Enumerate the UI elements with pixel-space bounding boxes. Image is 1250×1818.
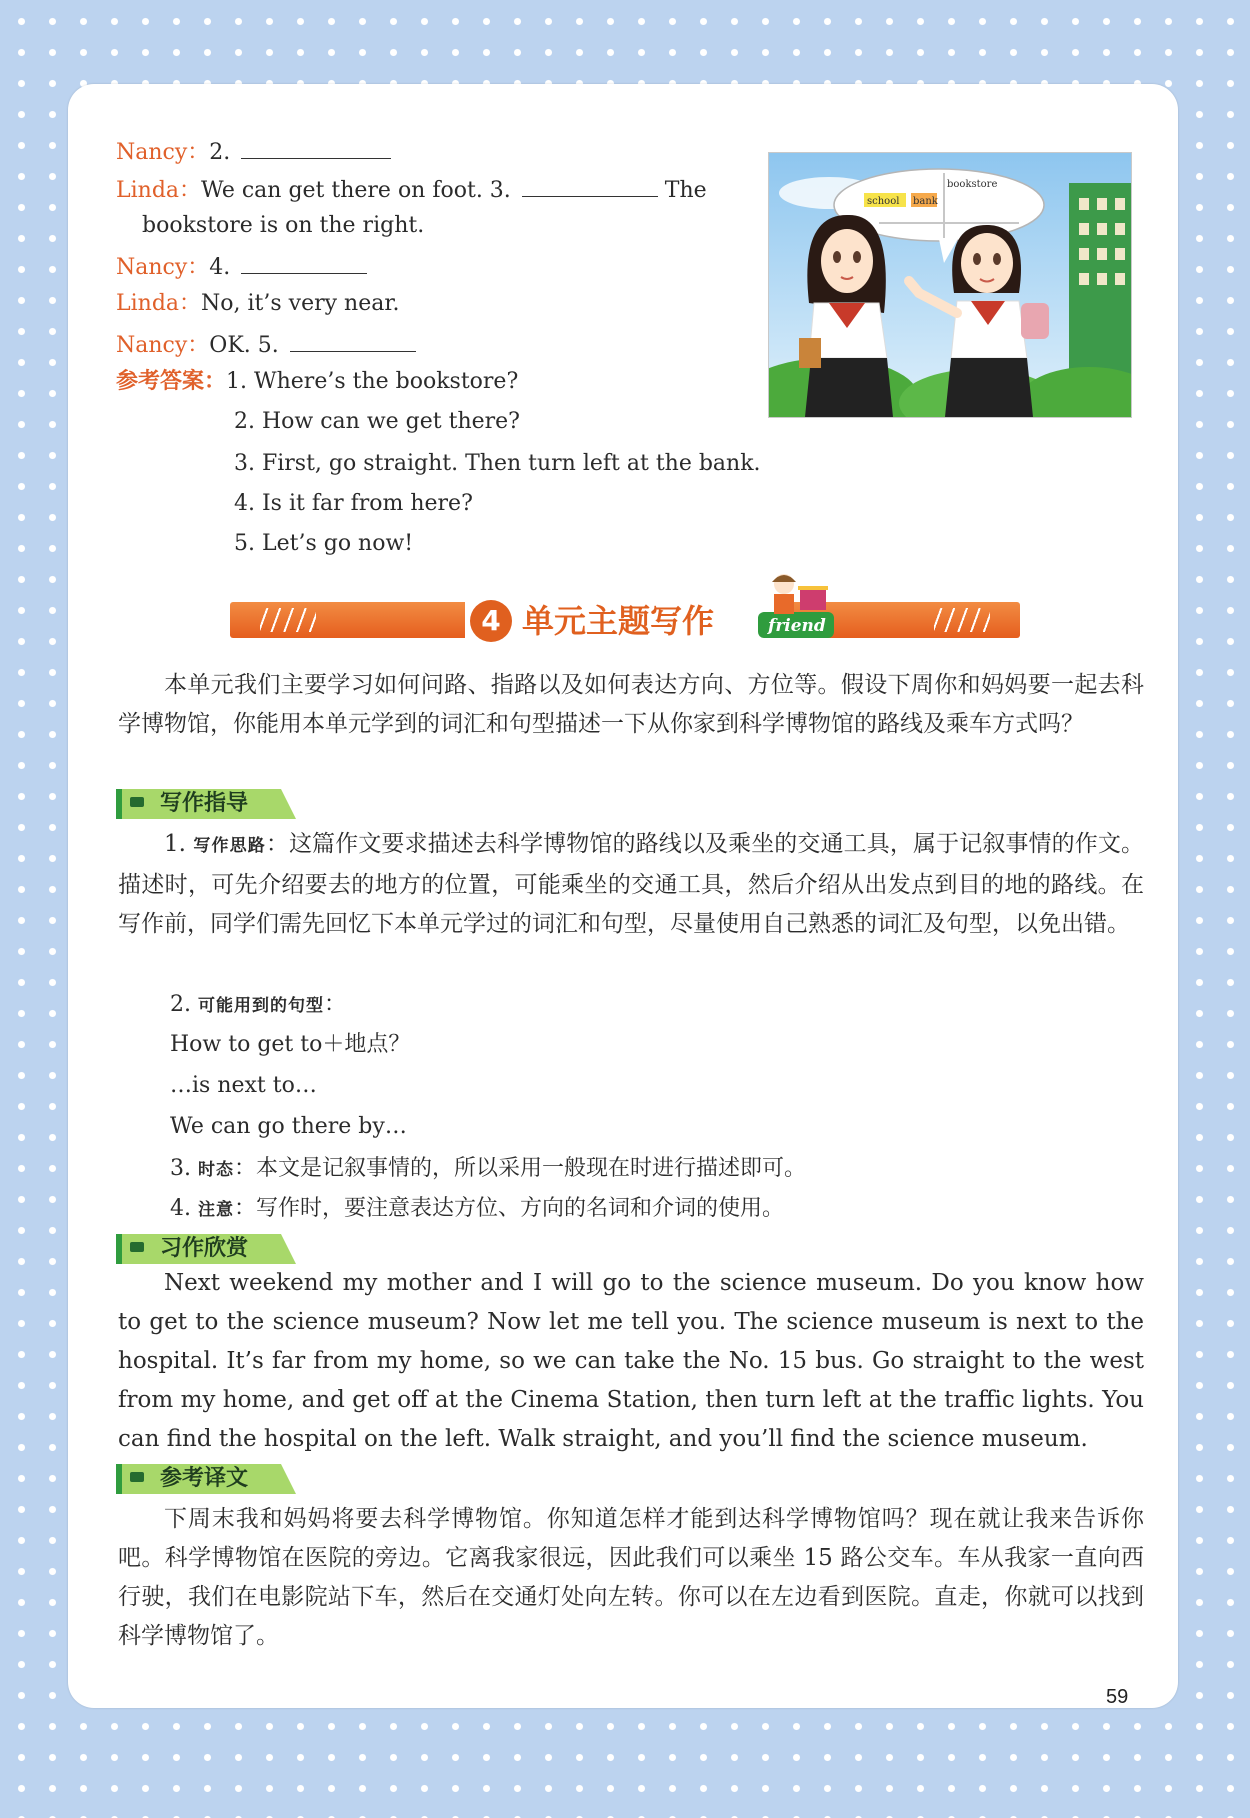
answer-blank-5 [290,329,416,352]
intro-paragraph [118,666,1144,744]
sample-paragraph [118,1264,1144,1459]
illustration-svg [769,153,1131,417]
colon: ： [323,992,346,1017]
intro-text: 本单元我们主要学习如何问路、指路以及如何表达方向、方位等。假设下周你和妈妈要一起去科学博物馆，你能用本单元学到的词汇和句型描述一下从你家到科学博物馆的路线及乘车方式吗？ [118,672,1144,737]
answer-item: 5. Let’s go now! [234,531,414,556]
guide-item-1-text: ：这篇作文要求描述去科学博物馆的路线以及乘坐的交通工具，属于记叙事情的作文。描述时，可先介绍要去的地方的位置，可能乘坐的交通工具，然后介绍从出发点到目的地的路线。在写作前，同学们需先回忆下本单元学过的词汇和句型，尽量使用自己熟悉的词汇及句型，以免出错。 [118,831,1144,937]
dialogue-text: 2. [209,140,238,165]
guide-item-2 [170,990,346,1021]
guide-item-3-key: 时态 [197,1160,234,1180]
guide-item-2-key: 可能用到的句型 [197,996,324,1016]
speaker-nancy: Nancy： [116,333,210,358]
dialogue-text: 4. [209,255,238,280]
answer-blank-4 [241,251,367,274]
speaker-nancy: Nancy： [116,255,210,280]
dialogue-text-after: The [657,178,707,203]
dialogue-line-4 [116,251,367,282]
translation-text: 下周末我和妈妈将要去科学博物馆。你知道怎样才能到达科学博物馆吗？现在就让我来告诉你吧。科学博物馆在医院的旁边。它离我家很远，因此我们可以乘坐 15 路公交车。车从我家一直向西行驶，我们在电影院站下车，然后在交通灯处向左转。你可以在左边看到医院。直走，你就可以找到科学博物馆了。 [118,1506,1144,1649]
map-label-bookstore: bookstore [947,179,998,190]
map-label-bank: bank [913,196,938,207]
dialogue-line-6 [116,329,416,360]
answer-item: 3. First, go straight. Then turn left at the bank. [234,451,761,476]
guide-item-3-number: 3. [170,1156,198,1181]
answer-item: 1. Where’s the bookstore? [226,369,519,394]
answer-item: 4. Is it far from here? [234,491,473,516]
guide-item-4-key: 注意 [197,1200,234,1220]
dialogue-line-1 [116,136,391,167]
guide-item-2-number: 2. [170,992,198,1017]
speaker-linda: Linda： [116,178,202,203]
map-label-school: school [867,196,900,207]
banner-stripes-right [934,608,990,632]
pattern-2: …is next to… [170,1073,317,1098]
section-banner [230,600,1020,644]
book-icon [130,797,144,807]
dialogue-line-5 [116,290,399,318]
dialogue-text: We can get there on foot. 3. [201,178,518,203]
dialogue-text: OK. 5. [209,333,286,358]
answer-blank-3 [522,174,658,197]
speaker-linda: Linda： [116,291,202,316]
book-icon [130,1472,144,1482]
section-title: 单元主题写作 [522,602,715,640]
friend-sticker-icon [750,568,840,648]
guide-item-4 [170,1194,784,1225]
illustration-two-girls-map [768,152,1132,418]
page-number: 59 [1106,1686,1129,1708]
guide-item-3 [170,1154,806,1185]
friend-sticker-label: friend [768,616,826,636]
pattern-1: How to get to＋地点？ [170,1032,411,1057]
section-number-badge: 4 [470,600,512,642]
guide-item-1-number: 1. [164,831,194,857]
sample-heading-label: 习作欣赏 [160,1236,249,1261]
guide-item-4-text: ：写作时，要注意表达方位、方向的名词和介词的使用。 [233,1196,784,1221]
translation-heading-label: 参考译文 [160,1466,249,1491]
banner-stripes-left [260,608,316,632]
translation-paragraph [118,1500,1144,1656]
dialogue-line-3 [142,212,424,240]
speaker-nancy: Nancy： [116,140,210,165]
dialogue-text: No, it’s very near. [201,291,400,316]
sample-text: Next weekend my mother and I will go to the science museum. Do you know how to get to the science museum? Now let me tell you. The science museum is next to the hospital. It’s far from my home, so we can take the No. 15 bus. Go straight to the west from my home, and get off at the Cinema Station, then turn left at the traffic lights. You can find the hospital on the left. Walk straight, and you’ll find the science museum. [118,1270,1144,1452]
guide-item-4-number: 4. [170,1196,198,1221]
guide-heading-label: 写作指导 [160,791,249,816]
dialogue-line-2 [116,174,707,205]
dialogue-text: bookstore is on the right. [142,213,425,238]
answer-item: 2. How can we get there? [234,409,520,434]
answer-row-1 [116,368,518,396]
book-icon [130,1242,144,1252]
guide-item-1 [118,825,1144,944]
answer-blank-2 [241,136,391,159]
pattern-3: We can go there by… [170,1114,407,1139]
guide-item-3-text: ：本文是记叙事情的，所以采用一般现在时进行描述即可。 [233,1156,806,1181]
answer-key-label: 参考答案： [116,369,227,394]
guide-item-1-key: 写作思路 [193,836,266,856]
